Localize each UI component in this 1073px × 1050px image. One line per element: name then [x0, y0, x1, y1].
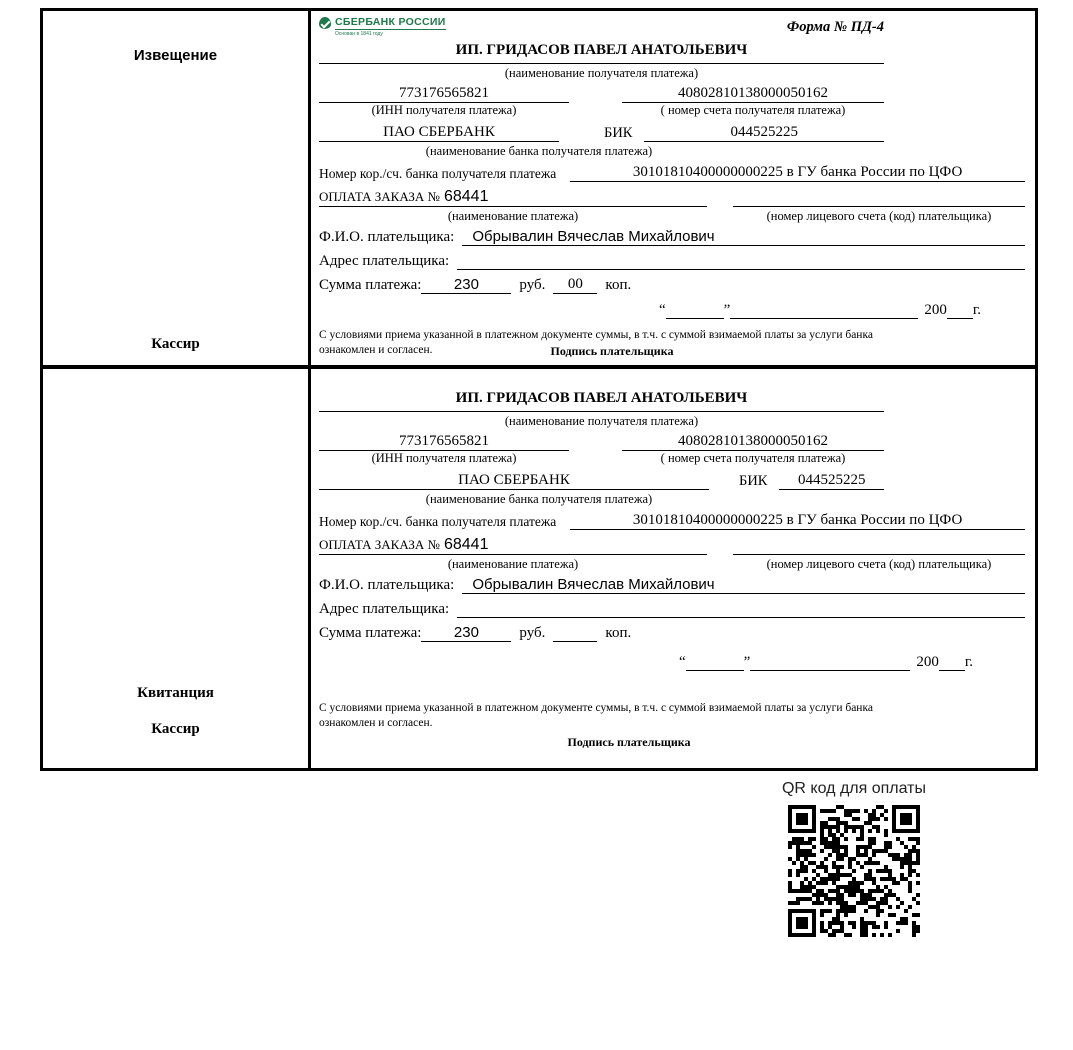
payment-purpose-label: ОПЛАТА ЗАКАЗА № [319, 537, 440, 552]
payment-purpose [319, 536, 707, 555]
date-year-prefix: 200 [916, 654, 939, 670]
date-day-line [666, 318, 724, 319]
sberbank-logo-tagline: Основан в 1841 году [335, 31, 383, 37]
notice-title: Извещение [133, 47, 218, 64]
date-day-line [686, 670, 744, 671]
inn-value: 773176565821 [319, 85, 569, 103]
payment-hint: (наименование платежа) [447, 557, 579, 571]
recipient-name: ИП. ГРИДАСОВ ПАВЕЛ АНАТОЛЬЕВИЧ [319, 42, 884, 64]
sum-label: Сумма платежа: [319, 277, 422, 293]
sum-kop-value [553, 641, 597, 642]
payer-name-value: Обрывалин Вячеслав Михайлович [462, 576, 1025, 594]
kop-label: коп. [605, 277, 632, 293]
payment-purpose [319, 188, 707, 207]
sum-kop-value: 00 [553, 276, 597, 294]
date-year-suffix: г. [972, 302, 982, 318]
cashier-label: Кассир [151, 336, 200, 352]
sum-rub-value: 230 [421, 624, 511, 642]
payer-name-value: Обрывалин Вячеслав Михайлович [462, 228, 1025, 246]
qr-section [775, 780, 933, 937]
receipt-title: Квитанция [137, 685, 214, 701]
payer-address-value [457, 600, 1025, 618]
personal-account-hint: (номер лицевого счета (код) плательщика) [766, 557, 992, 571]
rub-label: руб. [519, 277, 546, 293]
payer-signature-label: Подпись плательщика [550, 343, 674, 358]
date-quote-open: “ [659, 302, 666, 318]
agreement-text-line1: С условиями приема указанной в платежном документе суммы, в т.ч. с суммой взимаемой платы за услуги банка [319, 329, 873, 341]
payment-purpose-label: ОПЛАТА ЗАКАЗА № [319, 189, 440, 204]
notice-body [311, 11, 1035, 365]
kop-label: коп. [605, 625, 632, 641]
bik-label: БИК [739, 473, 768, 489]
inn-hint: (ИНН получателя платежа) [371, 103, 517, 117]
corr-account-label: Номер кор./сч. банка получателя платежа [319, 514, 557, 529]
payer-signature-label: Подпись плательщика [567, 734, 691, 749]
recipient-name: ИП. ГРИДАСОВ ПАВЕЛ АНАТОЛЬЕВИЧ [319, 390, 884, 412]
date-year-line [947, 318, 973, 319]
receipt-section [43, 369, 1035, 768]
personal-account-line [733, 537, 1025, 555]
date-month-line [750, 670, 910, 671]
sum-rub-value: 230 [421, 276, 511, 294]
cashier-label: Кассир [151, 721, 200, 737]
personal-account-line [733, 189, 1025, 207]
rub-label: руб. [519, 625, 546, 641]
recipient-hint: (наименование получателя платежа) [504, 414, 699, 428]
form-number: Форма № ПД-4 [786, 19, 884, 35]
payer-address-label: Адрес плательщика: [319, 601, 450, 617]
receipt-body [311, 369, 1035, 768]
notice-section [43, 11, 1035, 369]
recipient-hint: (наименование получателя платежа) [504, 66, 699, 80]
payer-address-value [457, 252, 1025, 270]
date-year-line [939, 670, 965, 671]
inn-value: 773176565821 [319, 433, 569, 451]
agreement-text-line2: ознакомлен и согласен. [319, 716, 433, 729]
bank-hint: (наименование банка получателя платежа) [425, 144, 653, 158]
bank-name-value: ПАО СБЕРБАНК [319, 472, 709, 490]
qr-code [788, 805, 920, 937]
account-value: 40802810138000050162 [622, 85, 884, 103]
notice-left-column [43, 11, 311, 365]
account-value: 40802810138000050162 [622, 433, 884, 451]
corr-account-value: 30101810400000000225 в ГУ банка России по ЦФО [570, 512, 1025, 530]
account-hint: ( номер счета получателя платежа) [660, 451, 846, 465]
account-hint: ( номер счета получателя платежа) [660, 103, 846, 117]
inn-hint: (ИНН получателя платежа) [371, 451, 517, 465]
sberbank-logo-name: СБЕРБАНК РОССИИ [335, 16, 446, 28]
sberbank-logo-icon [319, 17, 331, 29]
date-quote-open: “ [679, 654, 686, 670]
payer-name-label: Ф.И.О. плательщика: [319, 229, 455, 245]
agreement-text-line2: ознакомлен и согласен. [319, 343, 433, 356]
bank-hint: (наименование банка получателя платежа) [425, 492, 653, 506]
date-quote-close: ” [723, 302, 731, 318]
payer-address-label: Адрес плательщика: [319, 253, 450, 269]
agreement-text-line1: С условиями приема указанной в платежном документе суммы, в т.ч. с суммой взимаемой платы за услуги банка [319, 702, 873, 714]
bik-label: БИК [604, 125, 633, 141]
sum-label: Сумма платежа: [319, 625, 422, 641]
date-year-suffix: г. [964, 654, 974, 670]
bik-value: 044525225 [644, 124, 884, 142]
order-number: 68441 [443, 188, 489, 205]
date-month-line [730, 318, 918, 319]
date-quote-close: ” [743, 654, 751, 670]
sberbank-logo [319, 16, 446, 37]
personal-account-hint: (номер лицевого счета (код) плательщика) [766, 209, 992, 223]
receipt-left-column [43, 369, 311, 768]
date-year-prefix: 200 [924, 302, 947, 318]
order-number: 68441 [443, 536, 489, 553]
qr-label: QR код для оплаты [781, 780, 926, 797]
corr-account-label: Номер кор./сч. банка получателя платежа [319, 166, 557, 181]
payment-hint: (наименование платежа) [447, 209, 579, 223]
bik-value: 044525225 [779, 472, 884, 490]
pd4-form [40, 8, 1038, 771]
payer-name-label: Ф.И.О. плательщика: [319, 577, 455, 593]
corr-account-value: 30101810400000000225 в ГУ банка России по ЦФО [570, 164, 1025, 182]
bank-name-value: ПАО СБЕРБАНК [319, 124, 559, 142]
